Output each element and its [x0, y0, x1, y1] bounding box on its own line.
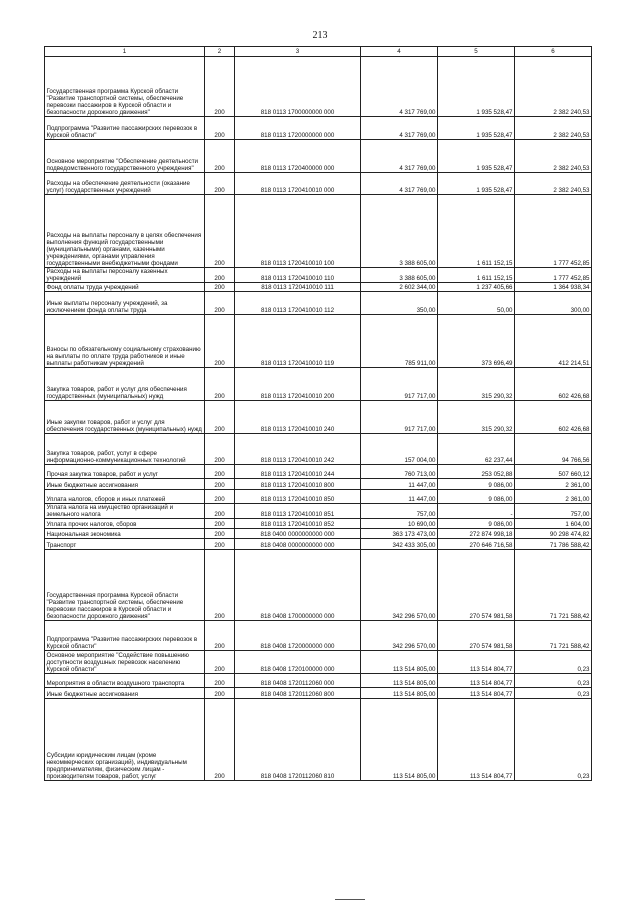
budget-table: [44, 46, 592, 781]
header-col-5: 5: [438, 47, 515, 57]
row-executed-cell: 272 874 998,18: [438, 529, 515, 539]
table-row: [45, 465, 592, 479]
row-remaining-cell: 2 361,00: [515, 490, 592, 504]
row-approved-cell: 113 514 805,00: [361, 651, 438, 674]
row-remaining-cell: 412 214,51: [515, 315, 592, 368]
row-name-cell: Расходы на выплаты персоналу в целях обеспечения выполнения функций государственными (муниципальными) органами, казенными учреждениями, органами управления государственными внебюджетными фондами: [45, 195, 205, 268]
row-executed-cell: 270 574 981,58: [438, 621, 515, 651]
row-section-cell: 200: [205, 519, 235, 529]
table-row: [45, 651, 592, 674]
row-name-cell: Основное мероприятие "Содействие повышению доступности воздушных перевозок населению Курской области": [45, 651, 205, 674]
row-executed-cell: 1 935 528,47: [438, 140, 515, 173]
row-approved-cell: 4 317 769,00: [361, 117, 438, 140]
row-approved-cell: 342 296 570,00: [361, 621, 438, 651]
row-remaining-cell: 90 298 474,82: [515, 529, 592, 539]
row-code-cell: 818 0113 1720410010 851: [235, 504, 361, 519]
row-remaining-cell: 1 364 938,34: [515, 283, 592, 292]
table-row: [45, 688, 592, 699]
table-row: [45, 292, 592, 315]
row-remaining-cell: 602 426,68: [515, 368, 592, 401]
row-approved-cell: 10 690,00: [361, 519, 438, 529]
row-remaining-cell: 71 786 588,42: [515, 539, 592, 550]
row-code-cell: 818 0113 1720410010 850: [235, 490, 361, 504]
row-section-cell: 200: [205, 479, 235, 490]
header-col-1: 1: [45, 47, 205, 57]
row-code-cell: 818 0113 1720410010 244: [235, 465, 361, 479]
row-code-cell: 818 0113 1720410010 000: [235, 173, 361, 195]
row-code-cell: 818 0408 1720000000 000: [235, 621, 361, 651]
row-name-cell: Иные бюджетные ассигнования: [45, 688, 205, 699]
row-remaining-cell: 507 660,12: [515, 465, 592, 479]
page-number: 213: [312, 30, 328, 41]
row-code-cell: 818 0113 1700000000 000: [235, 57, 361, 117]
row-remaining-cell: 0,23: [515, 674, 592, 688]
row-remaining-cell: 0,23: [515, 699, 592, 781]
header-col-4: 4: [361, 47, 438, 57]
row-section-cell: 200: [205, 621, 235, 651]
row-approved-cell: 363 173 473,00: [361, 529, 438, 539]
table-row: [45, 479, 592, 490]
row-remaining-cell: 71 721 588,42: [515, 621, 592, 651]
table-row: [45, 140, 592, 173]
row-approved-cell: 4 317 769,00: [361, 57, 438, 117]
table-row: [45, 434, 592, 465]
row-approved-cell: 350,00: [361, 292, 438, 315]
row-remaining-cell: 1 777 452,85: [515, 195, 592, 268]
row-remaining-cell: 1 777 452,85: [515, 268, 592, 283]
row-executed-cell: 270 574 981,58: [438, 550, 515, 621]
row-approved-cell: 113 514 805,00: [361, 699, 438, 781]
row-section-cell: 200: [205, 140, 235, 173]
row-section-cell: 200: [205, 688, 235, 699]
row-executed-cell: 253 052,88: [438, 465, 515, 479]
row-code-cell: 818 0113 1720410010 852: [235, 519, 361, 529]
row-approved-cell: 11 447,00: [361, 490, 438, 504]
table-row: [45, 674, 592, 688]
table-header-row: [45, 47, 592, 57]
row-remaining-cell: 602 426,68: [515, 401, 592, 434]
row-name-cell: Мероприятия в области воздушного транспорта: [45, 674, 205, 688]
row-remaining-cell: 94 766,56: [515, 434, 592, 465]
row-approved-cell: 113 514 805,00: [361, 688, 438, 699]
table-row: [45, 195, 592, 268]
row-approved-cell: 342 433 305,00: [361, 539, 438, 550]
row-approved-cell: 11 447,00: [361, 479, 438, 490]
row-name-cell: Расходы на выплаты персоналу казенных учреждений: [45, 268, 205, 283]
table-row: [45, 539, 592, 550]
table-row: [45, 283, 592, 292]
row-approved-cell: 2 602 344,00: [361, 283, 438, 292]
row-name-cell: Иные бюджетные ассигнования: [45, 479, 205, 490]
row-remaining-cell: 300,00: [515, 292, 592, 315]
row-code-cell: 818 0113 1720410010 100: [235, 195, 361, 268]
row-approved-cell: 757,00: [361, 504, 438, 519]
row-approved-cell: 113 514 805,00: [361, 674, 438, 688]
table-row: [45, 401, 592, 434]
row-section-cell: 200: [205, 368, 235, 401]
row-executed-cell: -: [438, 504, 515, 519]
scan-artifact-line: [335, 899, 365, 900]
row-approved-cell: 917 717,00: [361, 401, 438, 434]
row-section-cell: 200: [205, 465, 235, 479]
row-approved-cell: 342 296 570,00: [361, 550, 438, 621]
row-executed-cell: 9 086,00: [438, 519, 515, 529]
row-name-cell: Уплата налога на имущество организаций и земельного налога: [45, 504, 205, 519]
row-section-cell: 200: [205, 434, 235, 465]
row-code-cell: 818 0408 1720112060 810: [235, 699, 361, 781]
row-code-cell: 818 0113 1720000000 000: [235, 117, 361, 140]
row-approved-cell: 3 388 605,00: [361, 195, 438, 268]
row-name-cell: Уплата прочих налогов, сборов: [45, 519, 205, 529]
row-executed-cell: 315 290,32: [438, 401, 515, 434]
row-name-cell: Иные закупки товаров, работ и услуг для обеспечения государственных (муниципальных) нужд: [45, 401, 205, 434]
row-approved-cell: 3 388 605,00: [361, 268, 438, 283]
row-section-cell: 200: [205, 401, 235, 434]
row-name-cell: Взносы по обязательному социальному страхованию на выплаты по оплате труда работников и иные выплаты работникам учреждений: [45, 315, 205, 368]
row-name-cell: Национальная экономика: [45, 529, 205, 539]
row-section-cell: 200: [205, 292, 235, 315]
row-remaining-cell: 2 382 240,53: [515, 140, 592, 173]
row-section-cell: 200: [205, 674, 235, 688]
header-col-2: 2: [205, 47, 235, 57]
row-code-cell: 818 0113 1720410010 242: [235, 434, 361, 465]
row-executed-cell: 270 646 716,58: [438, 539, 515, 550]
row-executed-cell: 315 290,32: [438, 368, 515, 401]
row-code-cell: 818 0113 1720410010 110: [235, 268, 361, 283]
row-remaining-cell: 2 382 240,53: [515, 117, 592, 140]
row-code-cell: 818 0113 1720400000 000: [235, 140, 361, 173]
table-row: [45, 57, 592, 117]
row-section-cell: 200: [205, 315, 235, 368]
row-executed-cell: 1 935 528,47: [438, 117, 515, 140]
row-executed-cell: 113 514 804,77: [438, 699, 515, 781]
row-name-cell: Уплата налогов, сборов и иных платежей: [45, 490, 205, 504]
row-approved-cell: 4 317 769,00: [361, 173, 438, 195]
header-col-3: 3: [235, 47, 361, 57]
row-executed-cell: 1 237 405,66: [438, 283, 515, 292]
row-section-cell: 200: [205, 490, 235, 504]
table-row: [45, 621, 592, 651]
row-section-cell: 200: [205, 550, 235, 621]
row-section-cell: 200: [205, 651, 235, 674]
row-approved-cell: 157 004,00: [361, 434, 438, 465]
row-executed-cell: 373 696,49: [438, 315, 515, 368]
row-code-cell: 818 0113 1720410010 240: [235, 401, 361, 434]
row-executed-cell: 50,00: [438, 292, 515, 315]
row-code-cell: 818 0408 0000000000 000: [235, 539, 361, 550]
table-row: [45, 117, 592, 140]
row-name-cell: Транспорт: [45, 539, 205, 550]
row-name-cell: Основное мероприятие "Обеспечение деятельности подведомственного государственного учреждения": [45, 140, 205, 173]
row-executed-cell: 1 935 528,47: [438, 173, 515, 195]
row-remaining-cell: 0,23: [515, 688, 592, 699]
table-row: [45, 368, 592, 401]
row-name-cell: Подпрограмма "Развитие пассажирских перевозок в Курской области": [45, 621, 205, 651]
row-section-cell: 200: [205, 539, 235, 550]
row-approved-cell: 917 717,00: [361, 368, 438, 401]
row-name-cell: Прочая закупка товаров, работ и услуг: [45, 465, 205, 479]
table-row: [45, 699, 592, 781]
row-name-cell: Государственная программа Курской области "Развитие транспортной системы, обеспечение перевозки пассажиров в Курской области и безопасности дорожного движения": [45, 550, 205, 621]
row-code-cell: 818 0113 1720410010 800: [235, 479, 361, 490]
row-approved-cell: 760 713,00: [361, 465, 438, 479]
row-code-cell: 818 0408 1700000000 000: [235, 550, 361, 621]
table-row: [45, 268, 592, 283]
row-code-cell: 818 0408 1720100000 000: [235, 651, 361, 674]
table-row: [45, 504, 592, 519]
row-code-cell: 818 0400 0000000000 000: [235, 529, 361, 539]
row-approved-cell: 4 317 769,00: [361, 140, 438, 173]
row-section-cell: 200: [205, 529, 235, 539]
header-col-6: 6: [515, 47, 592, 57]
row-name-cell: Фонд оплаты труда учреждений: [45, 283, 205, 292]
row-section-cell: 200: [205, 283, 235, 292]
row-remaining-cell: 2 361,00: [515, 479, 592, 490]
row-executed-cell: 113 514 804,77: [438, 688, 515, 699]
row-section-cell: 200: [205, 57, 235, 117]
row-code-cell: 818 0408 1720112060 000: [235, 674, 361, 688]
row-executed-cell: 62 237,44: [438, 434, 515, 465]
row-code-cell: 818 0113 1720410010 111: [235, 283, 361, 292]
row-remaining-cell: 71 721 588,42: [515, 550, 592, 621]
table-row: [45, 490, 592, 504]
row-approved-cell: 785 911,00: [361, 315, 438, 368]
row-remaining-cell: 1 604,00: [515, 519, 592, 529]
row-remaining-cell: 2 382 240,53: [515, 173, 592, 195]
row-code-cell: 818 0113 1720410010 112: [235, 292, 361, 315]
row-name-cell: Расходы на обеспечение деятельности (оказание услуг) государственных учреждений: [45, 173, 205, 195]
row-code-cell: 818 0113 1720410010 200: [235, 368, 361, 401]
row-name-cell: Субсидии юридическим лицам (кроме некоммерческих организаций), индивидуальным предпринимателям, физическим лицам - производителям товаров, работ, услуг: [45, 699, 205, 781]
row-executed-cell: 9 086,00: [438, 479, 515, 490]
table-row: [45, 519, 592, 529]
table-row: [45, 315, 592, 368]
row-section-cell: 200: [205, 195, 235, 268]
row-name-cell: Государственная программа Курской области "Развитие транспортной системы, обеспечение перевозки пассажиров в Курской области и безопасности дорожного движения": [45, 57, 205, 117]
row-executed-cell: 113 514 804,77: [438, 674, 515, 688]
table-row: [45, 529, 592, 539]
row-section-cell: 200: [205, 117, 235, 140]
row-name-cell: Закупка товаров, работ, услуг в сфере информационно-коммуникационных технологий: [45, 434, 205, 465]
row-section-cell: 200: [205, 504, 235, 519]
row-executed-cell: 1 611 152,15: [438, 195, 515, 268]
table-row: [45, 550, 592, 621]
row-code-cell: 818 0408 1720112060 800: [235, 688, 361, 699]
row-section-cell: 200: [205, 268, 235, 283]
row-name-cell: Иные выплаты персоналу учреждений, за исключением фонда оплаты труда: [45, 292, 205, 315]
table-row: [45, 173, 592, 195]
row-name-cell: Подпрограмма "Развитие пассажирских перевозок в Курской области": [45, 117, 205, 140]
row-executed-cell: 1 935 528,47: [438, 57, 515, 117]
row-section-cell: 200: [205, 173, 235, 195]
row-section-cell: 200: [205, 699, 235, 781]
row-remaining-cell: 757,00: [515, 504, 592, 519]
row-executed-cell: 1 611 152,15: [438, 268, 515, 283]
row-name-cell: Закупка товаров, работ и услуг для обеспечения государственных (муниципальных) нужд: [45, 368, 205, 401]
row-remaining-cell: 2 382 240,53: [515, 57, 592, 117]
row-executed-cell: 9 086,00: [438, 490, 515, 504]
row-remaining-cell: 0,23: [515, 651, 592, 674]
row-executed-cell: 113 514 804,77: [438, 651, 515, 674]
row-code-cell: 818 0113 1720410010 119: [235, 315, 361, 368]
